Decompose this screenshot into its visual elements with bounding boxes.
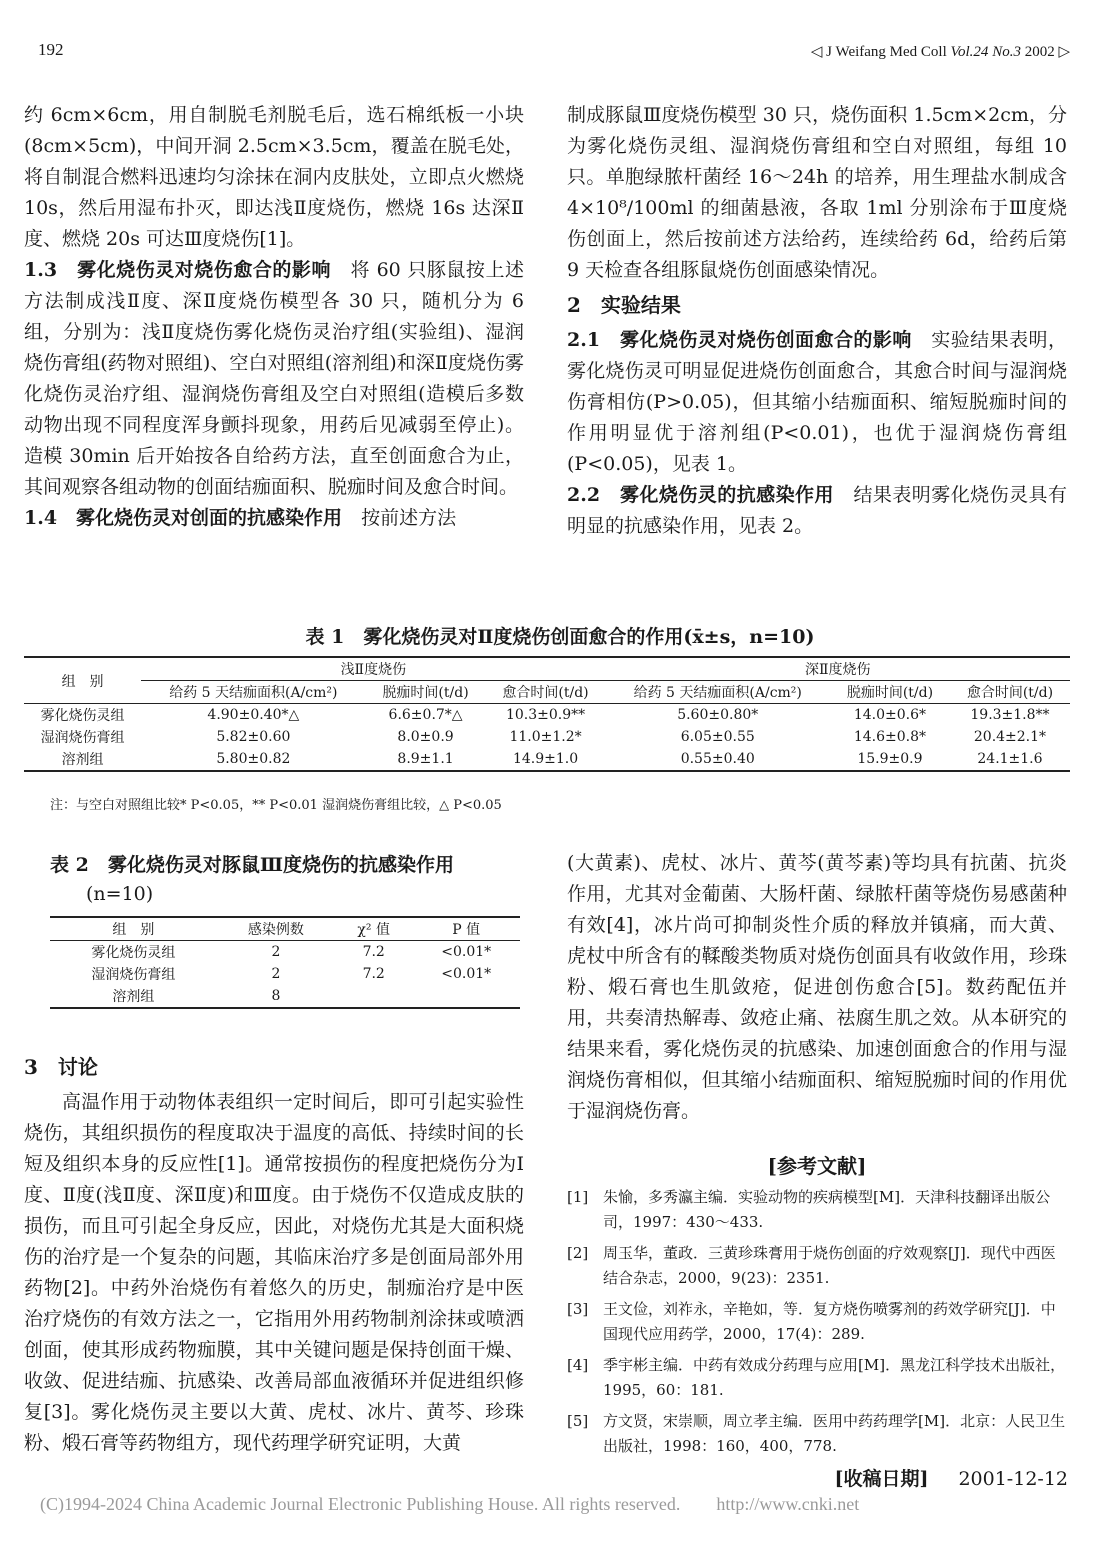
- table2-col-chi: χ² 值: [335, 917, 412, 941]
- table1-col-area-deep: 给药 5 天结痂面积(A/cm²): [606, 681, 830, 704]
- section-2-1-heading: 2.1 雾化烧伤灵对烧伤创面愈合的影响: [567, 329, 912, 351]
- reference-item: [567, 1241, 1069, 1291]
- table1-cell: 14.0±0.6*: [853, 707, 927, 723]
- section-2-1-text: 实验结果表明，雾化烧伤灵可明显促进烧伤创面愈合，其愈合时间与湿润烧伤膏相仿(P>0.05)，但其缩小结痂面积、缩短脱痂时间的作用明显优于溶剂组(P<0.01)，也优于湿润烧伤膏组(P<0.05)，见表 1。: [567, 329, 1067, 475]
- section-2-2-text: 结果表明雾化烧伤灵具有明显的抗感染作用，见表 2。: [567, 484, 1067, 537]
- table1-header-row-1: [24, 657, 1070, 681]
- journal-issue: No.3: [992, 44, 1021, 60]
- reference-number: [3]: [567, 1300, 589, 1318]
- table1-cell: 5.80±0.82: [141, 748, 365, 771]
- reference-item: [567, 1297, 1069, 1347]
- table2-cell: <0.01*: [441, 966, 492, 982]
- table-row: [24, 748, 1070, 771]
- table2-cell: [412, 985, 520, 1008]
- section-1-4-text: 按前述方法: [361, 507, 457, 529]
- table1-cell: 14.6±0.8*: [853, 729, 927, 745]
- table-row: [50, 985, 520, 1008]
- reference-text: 季宇彬主编．中药有效成分药理与应用[M]．黑龙江科学技术出版社，1995，60：181.: [603, 1356, 1066, 1399]
- table2-title-block: [50, 850, 530, 905]
- section-2-heading: 2 实验结果: [567, 293, 681, 317]
- journal-name: J Weifang Med Coll: [826, 44, 947, 60]
- reference-item: [567, 1409, 1069, 1459]
- reference-item: [567, 1353, 1069, 1403]
- method-paragraph: 约 6cm×6cm，用自制脱毛剂脱毛后，选石棉纸板一小块(8cm×5cm)，中间开洞 2.5cm×3.5cm，覆盖在脱毛处，将自制混合燃料迅速均匀涂抹在洞内皮肤处，立即点火燃烧 10s，然后用湿布扑灭，即达浅Ⅱ度烧伤，燃烧 16s 达深Ⅱ度、燃烧 20s 可达Ⅲ度烧伤[1]。: [24, 104, 524, 250]
- table1-col-area: 给药 5 天结痂面积(A/cm²): [141, 681, 365, 704]
- reference-number: [1]: [567, 1188, 589, 1206]
- table-row: [24, 726, 1070, 748]
- journal-volume: Vol.24: [950, 44, 989, 60]
- table1-col-slough-deep: 脱痂时间(t/d): [830, 681, 950, 704]
- table1-col-heal: 愈合时间(t/d): [486, 681, 606, 704]
- table1-header-row-2: [24, 681, 1070, 704]
- references-list: [567, 1185, 1069, 1465]
- table1-cell: 5.82±0.60: [216, 729, 291, 745]
- table2-header-row: [50, 917, 520, 941]
- section-1-3-text: 将 60 只豚鼠按上述方法制成浅Ⅱ度、深Ⅱ度烧伤模型各 30 只，随机分为 6 组，分别为：浅Ⅱ度烧伤雾化烧伤灵治疗组(实验组)、湿润烧伤膏组(药物对照组)、空白对照组(溶剂组)和深Ⅱ度烧伤雾化烧伤灵治疗组、湿润烧伤膏组及空白对照组(造模后多数动物出现不同程度浑身颤抖现象，用药后见减弱至停止)。造模 30min 后开始按各自给药方法，直至创面愈合为止，其间观察各组动物的创面结痂面积、脱痂时间及愈合时间。: [24, 259, 524, 498]
- reference-text: 周玉华，董政．三黄珍珠膏用于烧伤创面的疗效观察[J]．现代中西医结合杂志，2000，9(23)：2351.: [603, 1244, 1056, 1287]
- table2: [50, 916, 520, 1009]
- section-1-3: [24, 255, 524, 503]
- section-2-2: [567, 480, 1067, 542]
- section-1-4-heading: 1.4 雾化烧伤灵对创面的抗感染作用: [24, 507, 343, 529]
- section-2-1: [567, 325, 1067, 480]
- reference-text: 朱愉，多秀瀛主编．实验动物的疾病模型[M]．天津科技翻译出版公司，1997：430～433.: [603, 1188, 1051, 1231]
- table2-group: 溶剂组: [50, 985, 217, 1008]
- section-1-3-heading: 1.3 雾化烧伤灵对烧伤愈合的影响: [24, 259, 331, 281]
- table-row: [50, 941, 520, 964]
- section-2-2-heading: 2.2 雾化烧伤灵的抗感染作用: [567, 484, 834, 506]
- discussion-paragraph-1: 高温作用于动物体表组织一定时间后，即可引起实验性烧伤，其组织损伤的程度取决于温度的高低、持续时间的长短及组织本身的反应性[1]。通常按损伤的程度把烧伤分为Ⅰ度、Ⅱ度(浅Ⅱ度、深Ⅱ度)和Ⅲ度。由于烧伤不仅造成皮肤的损伤，而且可引起全身反应，因此，对烧伤尤其是大面积烧伤的治疗是一个复杂的问题，其临床治疗多是创面局部外用药物[2]。中药外治烧伤有着悠久的历史，制痂治疗是中医治疗烧伤的有效方法之一，它指用外用药物制剂涂抹或喷洒创面，使其形成药物痂膜，其中关键问题是保持创面干燥、收敛、促进结痂、抗感染、改善局部血液循环并促进组织修复[3]。雾化烧伤灵主要以大黄、虎杖、冰片、黄芩、珍珠粉、煅石膏等药物组方，现代药理学研究证明，大黄: [24, 1091, 524, 1454]
- table1-group: 湿润烧伤膏组: [40, 730, 125, 746]
- discussion-heading: 3 讨论: [24, 1055, 98, 1079]
- table2-cell: [335, 985, 412, 1008]
- table2-col-cases: 感染例数: [217, 917, 335, 941]
- table2-cell: <0.01*: [441, 944, 492, 960]
- reference-text: 方文贤，宋崇顺，周立孝主编．医用中药药理学[M]．北京：人民卫生出版社，1998：160，400，778.: [603, 1412, 1066, 1455]
- table1-cell: 15.9±0.9: [830, 748, 950, 771]
- table1: [24, 656, 1070, 772]
- right-column: [567, 100, 1067, 542]
- table1-note: 注：与空白对照组比较* P<0.05，** P<0.01 湿润烧伤膏组比较，△ P<0.05: [50, 798, 502, 813]
- table2-cell: 2: [271, 944, 281, 960]
- table2-cell: 2: [271, 966, 281, 982]
- table1-cell: 10.3±0.9**: [505, 707, 586, 723]
- table-row: [50, 963, 520, 985]
- table1-cell: 24.1±1.6: [950, 748, 1070, 771]
- references-heading: [参考文献]: [767, 1154, 867, 1178]
- table1-cell: 11.0±1.2*: [509, 729, 582, 745]
- table1-group: 雾化烧伤灵组: [40, 708, 125, 724]
- table2-group: 湿润烧伤膏组: [91, 967, 176, 983]
- table1-group: 溶剂组: [24, 748, 141, 771]
- table1-cell: 4.90±0.40*△: [207, 707, 300, 723]
- reference-text: 王文俭，刘祚永，辛艳如，等．复方烧伤喷雾剂的药效学研究[J]．中国现代应用药学，2000，17(4)：289.: [603, 1300, 1056, 1343]
- discussion-left: [24, 1048, 524, 1459]
- copyright-watermark: (C)1994-2024 China Academic Journal Electronic Publishing House. All rights reserved. http://www.cnki.net: [40, 1494, 860, 1514]
- table1-cell: 19.3±1.8**: [970, 707, 1050, 723]
- table2-col-p: P 值: [412, 917, 520, 941]
- table2-subtitle: (n=10): [86, 883, 154, 905]
- received-label: [收稿日期]: [834, 1468, 929, 1490]
- right-triangle-icon: ▷: [1058, 44, 1070, 60]
- table-row: [24, 704, 1070, 727]
- table1-cell: 0.55±0.40: [606, 748, 830, 771]
- received-date: [834, 1464, 1068, 1491]
- table1-shallow-header: 浅Ⅱ度烧伤: [141, 657, 605, 681]
- journal-header: [811, 42, 1070, 61]
- table2-cell: 7.2: [362, 966, 385, 982]
- table2-group: 雾化烧伤灵组: [91, 945, 176, 961]
- model-paragraph: 制成豚鼠Ⅲ度烧伤模型 30 只，烧伤面积 1.5cm×2cm，分为雾化烧伤灵组、湿润烧伤膏组和空白对照组，每组 10 只。单胞绿脓杆菌经 16～24h 的培养，用生理盐水制成含 4×10⁸/100ml 的细菌悬液，各取 1ml 分别涂布于Ⅲ度烧伤创面上，然后按前述方法给药，连续给药 6d，给药后第 9 天检查各组豚鼠烧伤创面感染情况。: [567, 104, 1067, 281]
- journal-year: 2002: [1024, 44, 1055, 60]
- reference-number: [2]: [567, 1244, 589, 1262]
- table2-cell: 8: [217, 985, 335, 1008]
- table1-cell: 8.0±0.9: [397, 729, 454, 745]
- table1-cell: 8.9±1.1: [366, 748, 486, 771]
- table2-title: 表 2 雾化烧伤灵对豚鼠Ⅲ度烧伤的抗感染作用: [50, 854, 454, 876]
- reference-number: [4]: [567, 1356, 589, 1374]
- table1-cell: 6.05±0.55: [680, 729, 755, 745]
- table1-deep-header: 深Ⅱ度烧伤: [606, 657, 1070, 681]
- table1-cell: 6.6±0.7*△: [388, 707, 463, 723]
- reference-item: [567, 1185, 1069, 1235]
- reference-number: [5]: [567, 1412, 589, 1430]
- left-column: [24, 100, 524, 534]
- table1-cell: 20.4±2.1*: [973, 729, 1047, 745]
- received-value: 2001-12-12: [958, 1468, 1068, 1490]
- table1-cell: 5.60±0.80*: [677, 707, 759, 723]
- table1-cell: 14.9±1.0: [486, 748, 606, 771]
- discussion-paragraph-2: (大黄素)、虎杖、冰片、黄芩(黄芩素)等均具有抗菌、抗炎作用，尤其对金葡菌、大肠杆菌、绿脓杆菌等烧伤易感菌种有效[4]，冰片尚可抑制炎性介质的释放并镇痛，而大黄、虎杖中所含有的鞣酸类物质对烧伤创面具有收敛作用，珍珠粉、煅石膏也生肌敛疮，促进创伤愈合[5]。数药配伍并用，共奏清热解毒、敛疮止痛、祛腐生肌之效。从本研究的结果来看，雾化烧伤灵的抗感染、加速创面愈合的作用与湿润烧伤膏相似，但其缩小结痂面积、缩短脱痂时间的作用优于湿润烧伤膏。: [567, 852, 1067, 1122]
- left-triangle-icon: ◁: [810, 44, 823, 60]
- table1-title: 表 1 雾化烧伤灵对Ⅱ度烧伤创面愈合的作用(x̄±s，n=10): [305, 626, 815, 648]
- table2-col-group: 组 别: [50, 917, 217, 941]
- discussion-right: [567, 848, 1067, 1127]
- section-1-4: [24, 503, 524, 534]
- page-number: 192: [38, 40, 64, 59]
- table1-group-header: 组 别: [24, 657, 141, 704]
- table2-cell: 7.2: [362, 944, 385, 960]
- table1-col-heal-deep: 愈合时间(t/d): [950, 681, 1070, 704]
- table1-col-slough: 脱痂时间(t/d): [366, 681, 486, 704]
